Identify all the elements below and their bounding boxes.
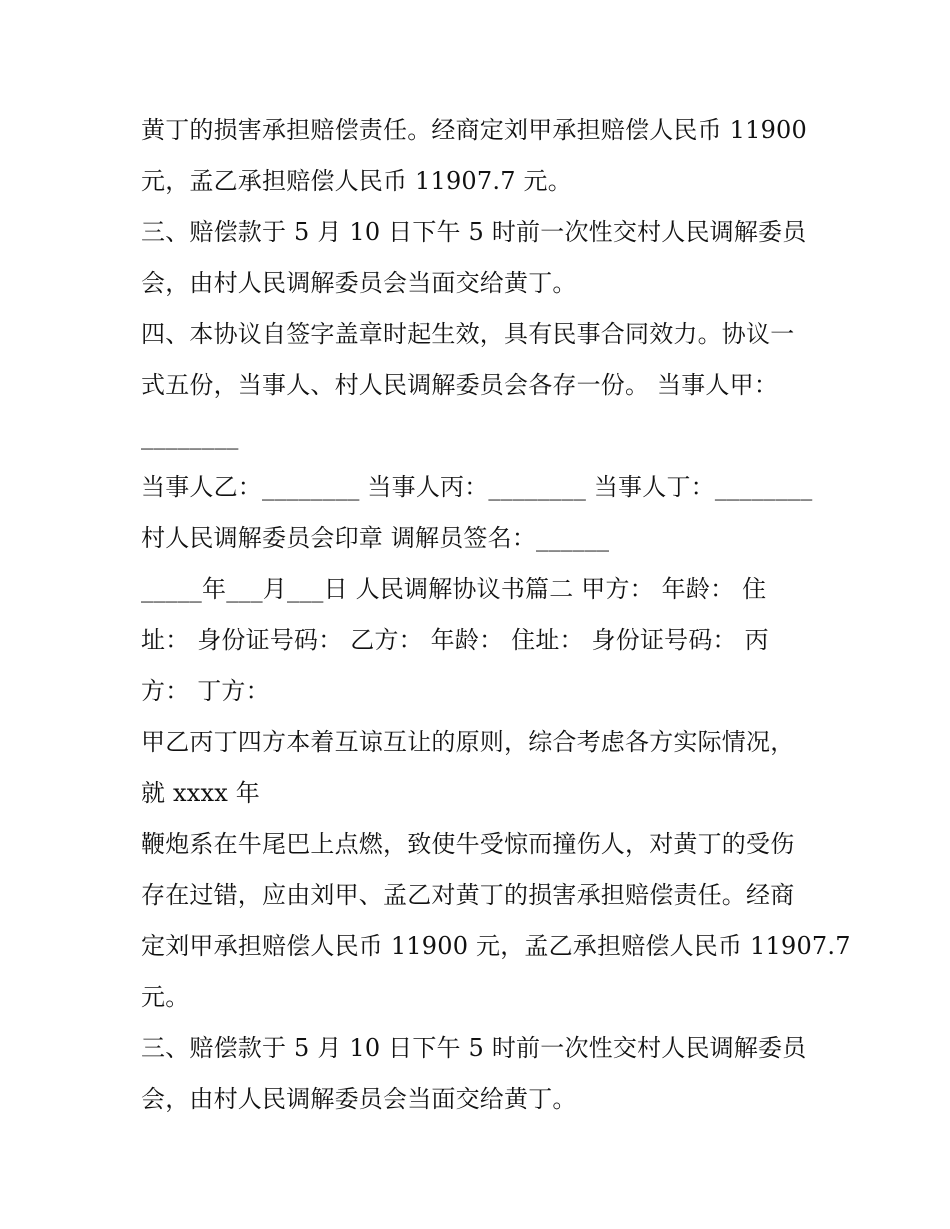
text-line: 式五份，当事人、村人民调解委员会各存一份。 当事人甲： <box>141 371 779 399</box>
mediator-signature-line: 村人民调解委员会印章 调解员签名：______ <box>141 524 610 552</box>
date-line: _____年___月___日 人民调解协议书篇二 甲方： 年龄： 住 <box>141 575 767 603</box>
text-line: 就 xxxx 年 <box>141 779 260 807</box>
text-line: 存在过错，应由刘甲、孟乙对黄丁的损害承担赔偿责任。经商 <box>141 881 795 909</box>
text-line: 元。 <box>141 983 190 1011</box>
text-line: 黄丁的损害承担赔偿责任。经商定刘甲承担赔偿人民币 11900 <box>141 116 807 144</box>
text-line: 定刘甲承担赔偿人民币 11900 元，孟乙承担赔偿人民币 11907.7 <box>141 932 851 960</box>
text-line: 甲乙丙丁四方本着互谅互让的原则，综合考虑各方实际情况， <box>141 728 795 756</box>
text-line: 三、赔偿款于 5 月 10 日下午 5 时前一次性交村人民调解委员 <box>141 218 807 246</box>
document-body <box>141 105 851 1125</box>
text-line: 会，由村人民调解委员会当面交给黄丁。 <box>141 269 577 297</box>
signature-line-party-a: ________ <box>141 422 239 450</box>
text-line: 三、赔偿款于 5 月 10 日下午 5 时前一次性交村人民调解委员 <box>141 1034 807 1062</box>
text-line: 方： 丁方： <box>141 677 270 705</box>
text-line: 会，由村人民调解委员会当面交给黄丁。 <box>141 1085 577 1113</box>
text-line: 四、本协议自签字盖章时起生效，具有民事合同效力。协议一 <box>141 320 795 348</box>
signature-line-parties: 当事人乙：________ 当事人丙：________ 当事人丁：________ <box>141 473 813 501</box>
text-line: 鞭炮系在牛尾巴上点燃，致使牛受惊而撞伤人，对黄丁的受伤 <box>141 830 795 858</box>
text-line: 址： 身份证号码： 乙方： 年龄： 住址： 身份证号码： 丙 <box>141 626 769 654</box>
text-line: 元，孟乙承担赔偿人民币 11907.7 元。 <box>141 167 572 195</box>
